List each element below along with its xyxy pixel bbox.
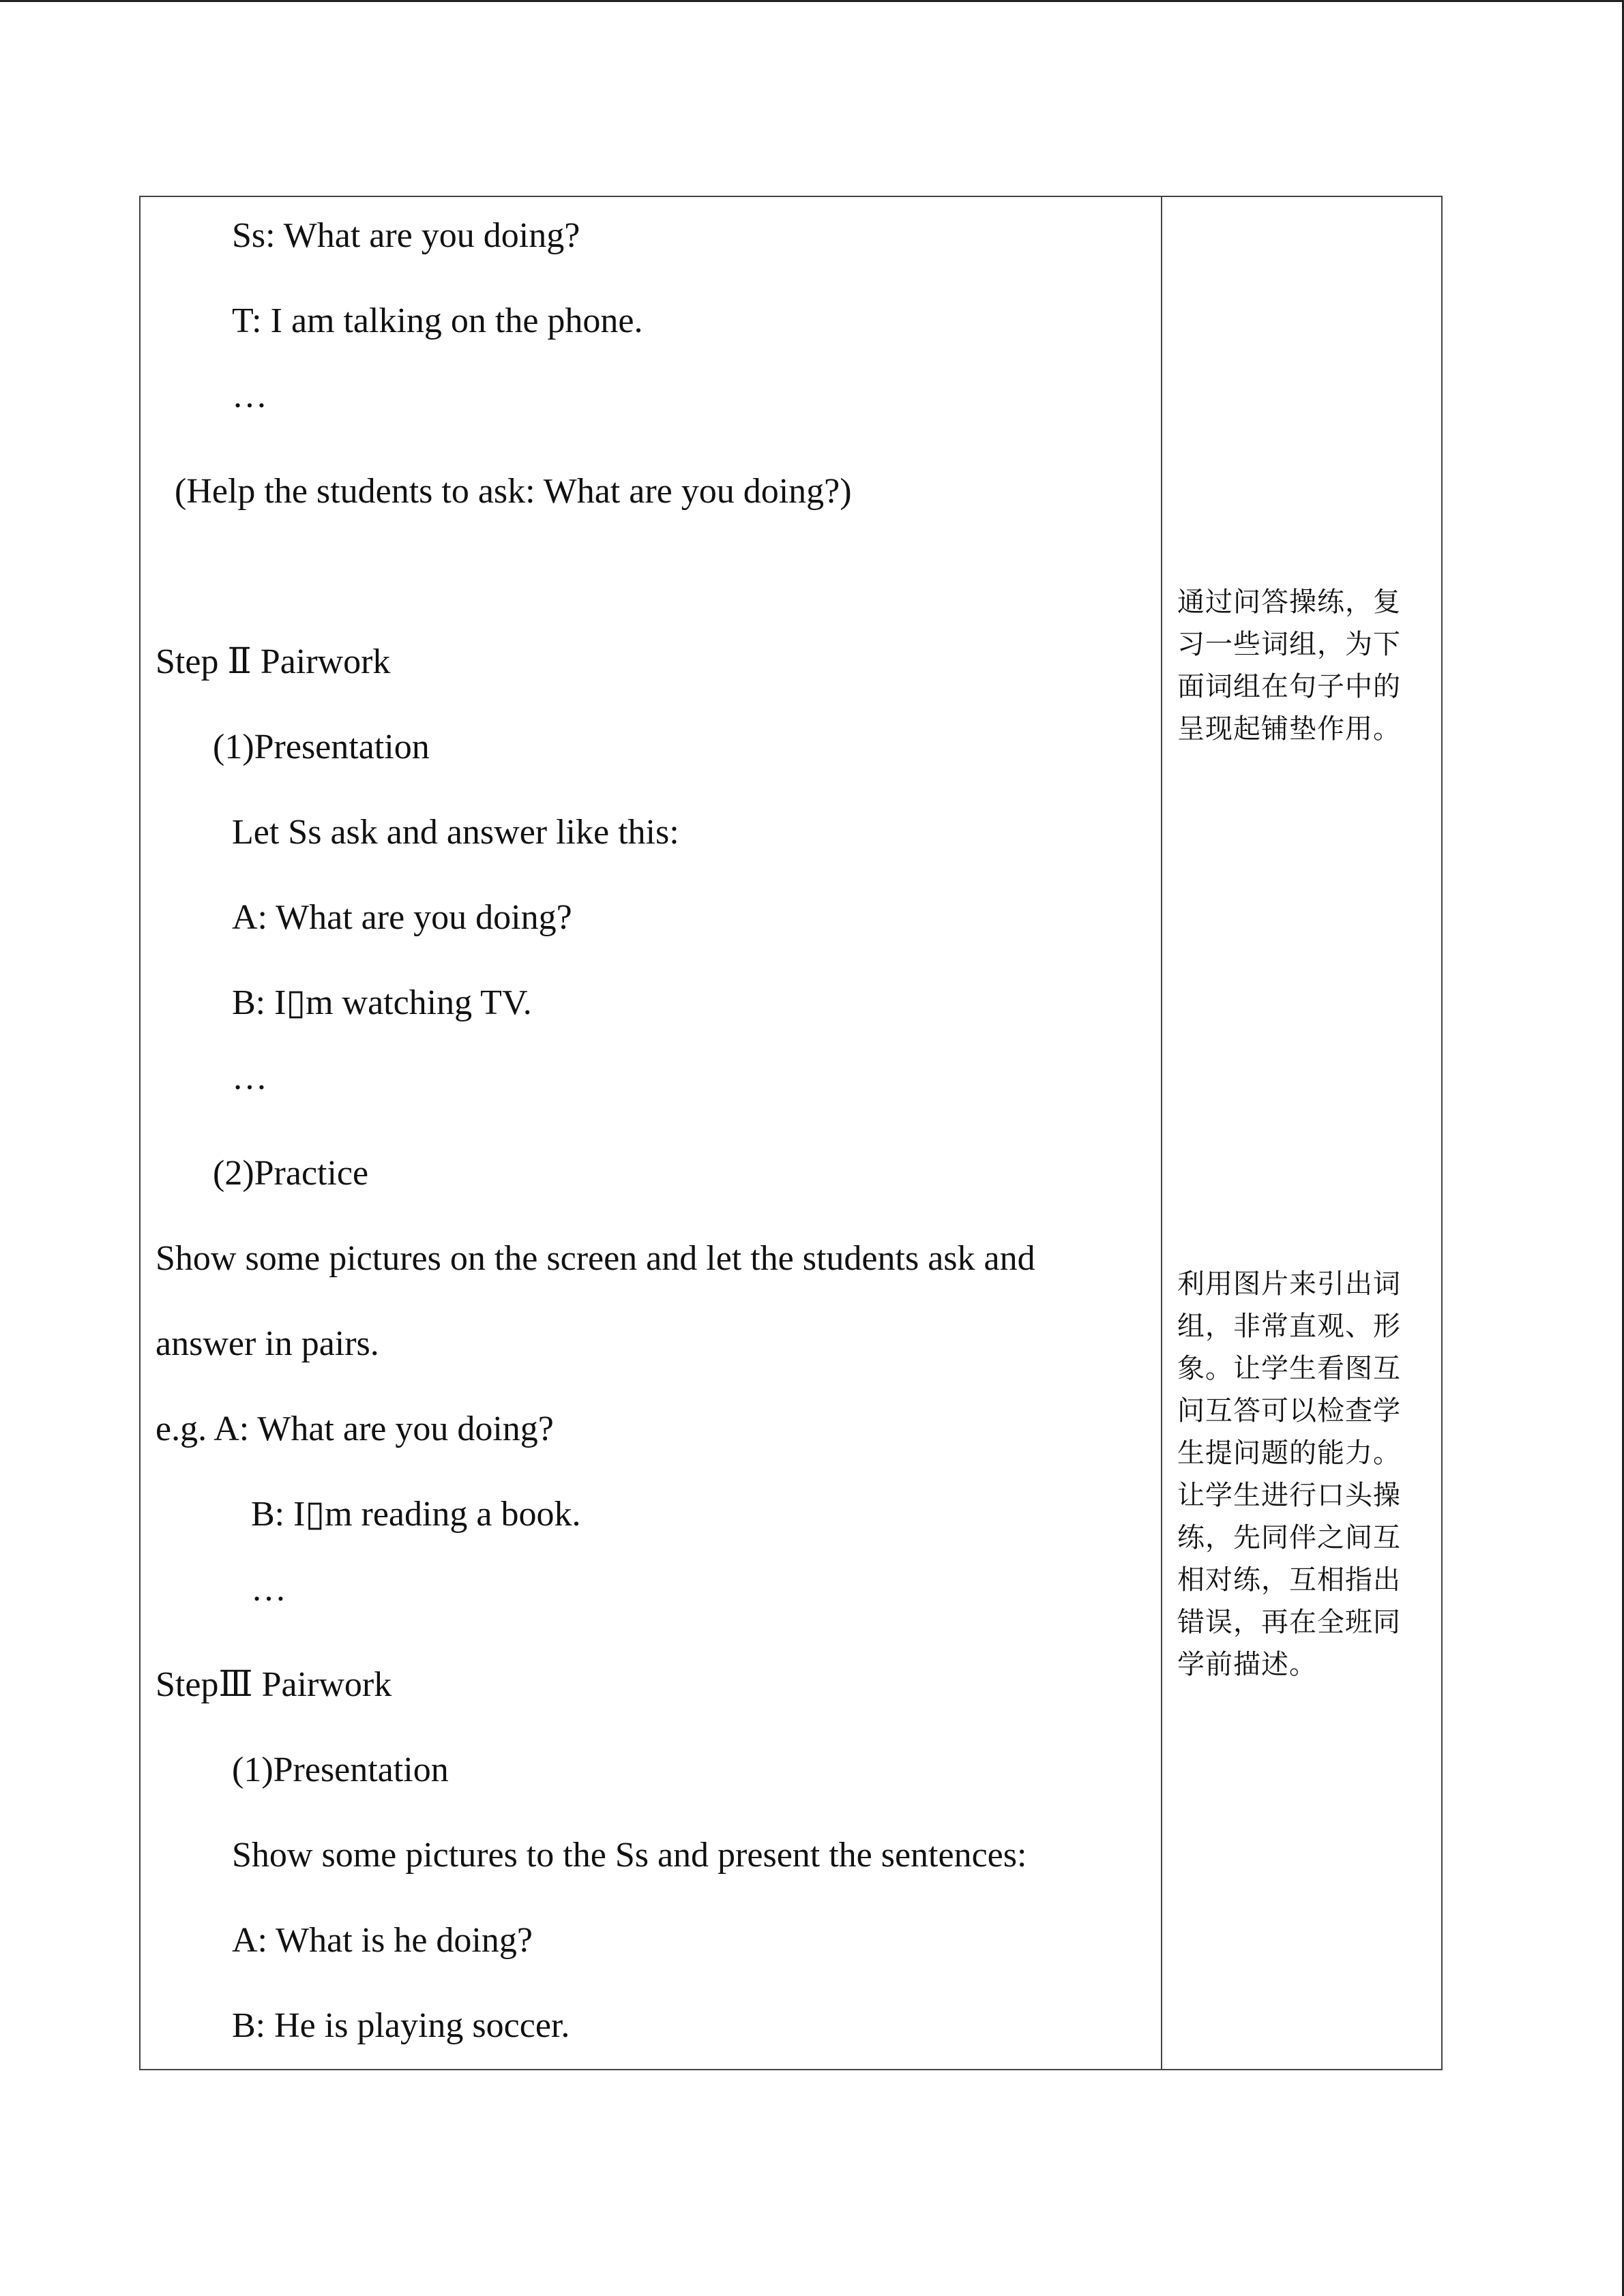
sub-heading: (1)Presentation: [232, 1750, 449, 1789]
page-border-top: [0, 0, 1624, 2]
dialogue-line: A: What are you doing?: [232, 898, 572, 937]
example-line: e.g. A: What are you doing?: [156, 1410, 554, 1448]
dialogue-line: B: I▯m watching TV.: [232, 983, 532, 1022]
sub-heading: (1)Presentation: [213, 728, 430, 766]
instruction-line: Show some pictures on the screen and let the students ask and: [156, 1239, 1035, 1278]
design-note-pictures: 利用图片来引出词组，非常直观、形象。让学生看图互问互答可以检查学生提问题的能力。让学生进行口头操练，先同伴之间互相对练，互相指出错误，再在全班同学前描述。: [1177, 1268, 1401, 1680]
step-heading: Step Ⅱ Pairwork: [156, 642, 391, 681]
dialogue-line: B: I▯m reading a book.: [251, 1495, 581, 1534]
instruction-line: (Help the students to ask: What are you doing?): [175, 472, 852, 511]
lesson-plan-table: [139, 196, 1443, 2070]
ellipsis-line: …: [232, 1058, 267, 1097]
design-note-review: 通过问答操练，复习一些词组，为下面词组在句子中的呈现起铺垫作用。: [1177, 586, 1401, 745]
column-divider: [1161, 197, 1162, 2069]
step-heading: StepⅢ Pairwork: [156, 1665, 392, 1704]
instruction-line: Let Ss ask and answer like this:: [232, 813, 679, 852]
ellipsis-line: …: [232, 376, 267, 415]
dialogue-line: T: I am talking on the phone.: [232, 301, 643, 340]
dialogue-line: A: What is he doing?: [232, 1921, 533, 1960]
instruction-line: Show some pictures to the Ss and present the sentences:: [232, 1836, 1027, 1875]
dialogue-line: B: He is playing soccer.: [232, 2006, 570, 2045]
dialogue-line: Ss: What are you doing?: [232, 216, 580, 255]
instruction-line: answer in pairs.: [156, 1324, 379, 1363]
ellipsis-line: …: [251, 1570, 286, 1609]
sub-heading: (2)Practice: [213, 1154, 369, 1193]
